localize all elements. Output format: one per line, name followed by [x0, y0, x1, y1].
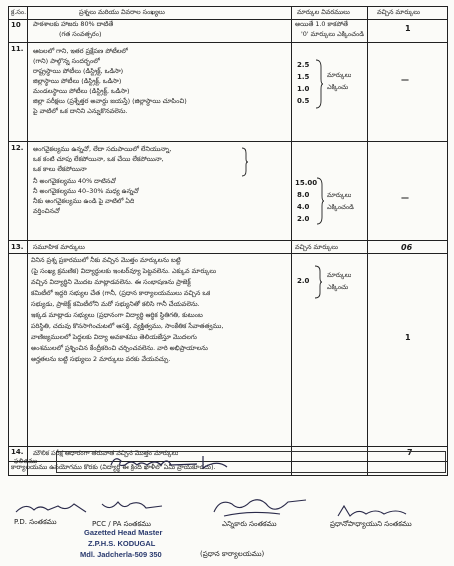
brace-icon — [313, 265, 323, 299]
marks-title: వచ్చిన మార్కులు — [295, 243, 338, 251]
question-line: నీ అంగవైకల్యము 40% దాటినచో — [33, 177, 117, 185]
question-line: అర్హతలను బట్టి సభ్యులు 2 మార్కులు వరకు వేయవచ్చు. — [31, 355, 171, 363]
question-line: (గత సంవత్సరం) — [59, 30, 102, 38]
question-line: జిల్లాస్థాయి పోటీలు (డిస్ట్రిక్ట్‌, ఒడిసా) — [33, 77, 122, 85]
question-line: వినిన ప్రశ్న ప్రకారములో నీకు వచ్చిన మొత్తం మార్కులను బట్టి — [31, 256, 181, 264]
row-number: 11. — [11, 45, 24, 53]
pcc-signature — [100, 496, 170, 516]
question-line: అంశములలో ప్రశ్నించిన కేంద్రీకరించి చర్చించవలెను. వారి అభిప్రాయాలను — [31, 344, 208, 352]
question-line: ఒక కాలు లేకపోయినా — [33, 165, 87, 173]
awarded-mark: — — [401, 75, 409, 84]
question-line: అంగవైకల్యము ఉన్నచో, లేదా సదుపాయిలో లేనియున్నా, — [33, 145, 172, 153]
marks-line: అయితే 1.0 కాకపోతే — [295, 20, 348, 28]
question-line: సభ్యుడు, ప్రాజెక్ట్ కమిటీలోని మరో సభ్యునితో కలిసి గానీ చేయవలెను. — [31, 300, 200, 308]
hm-signature-label: ప్రధానోపాధ్యాయుని సంతకము — [330, 520, 412, 528]
evaluation-table — [8, 6, 448, 476]
question-line: (గాని) పాల్గొన్న సందర్భంలో — [33, 57, 100, 65]
marks-note: ఎక్కించండి — [327, 203, 354, 211]
secretary-signature-label: ఎన్నికారు సంతకము — [222, 520, 277, 528]
row-divider — [9, 141, 447, 142]
marks-note: మార్కులు — [327, 191, 352, 199]
pd-signature-label: P.D. సంతకము — [14, 518, 57, 526]
header-sno: క్ర.సం. — [11, 8, 27, 16]
row-number: 13. — [11, 243, 24, 251]
marks-value: 2.0 — [297, 277, 310, 285]
stamp-line: Gazetted Head Master — [84, 528, 163, 537]
stamp-line: Z.P.H.S. KODUGAL — [88, 539, 156, 548]
brace-icon — [314, 59, 324, 109]
marks-value: 1.0 — [297, 85, 310, 93]
question-line: మండలస్థాయి పోటీలు (డిస్ట్రిక్ట్‌, ఒడిసా) — [33, 87, 130, 95]
question-line: ఇక్కడ మాట్లాడు సభ్యులు (ప్రధానంగా విద్యార్థి ఆర్థిక స్థితిగతి, కుటుంబ — [31, 311, 203, 319]
brace-icon — [241, 147, 249, 177]
question-line: పాఠశాలకు హాజరు 80% దాటితే — [33, 20, 114, 28]
question-line: ఒక కంటి చూపు లేకపోయినా, ఒక చేయి లేకపోయినా, — [33, 155, 164, 163]
result-box — [56, 451, 446, 473]
marks-note: ఎక్కించు — [327, 83, 349, 91]
awarded-mark: — — [401, 193, 409, 202]
row-number: 10 — [11, 21, 21, 29]
question-line: ఆటలలో గాని, ఇతర ప్రక్షేపణ పోటీలలో — [33, 47, 128, 55]
question-line: జిల్లా పరీక్షలు (ప్రశ్నేత్తర అవార్డు జయస్తే) (జిల్లాస్థాయి చూపించి) — [33, 97, 187, 105]
question-line: వాణిజ్యములలో పెద్దలకు విద్యా అవకాశము తెలియజేస్తూ మొదలగు — [31, 333, 197, 341]
marks-note: ఎక్కించు — [327, 283, 349, 291]
row-number: 12. — [11, 144, 24, 152]
row-divider — [9, 42, 447, 43]
question-line: కమిటీలో ఇద్దరి సభ్యుల చేత (గానీ, (ప్రధాన కార్యాలయములు వచ్చిన ఒక — [31, 289, 211, 297]
awarded-mark: 06 — [401, 243, 413, 252]
question-line: నీ అంగవైకల్యము 40–30% మధ్య ఉన్నచో — [33, 187, 140, 195]
marks-value: 1.5 — [297, 73, 310, 81]
awarded-mark: 1 — [405, 333, 411, 342]
result-label: ఫలితము — [14, 457, 38, 465]
question-line: మౌలిక పరీక్ష ఆధారంగా తరువాత వచ్చిన మొత్తం మార్కులు — [33, 449, 179, 457]
column-divider — [291, 7, 292, 475]
row-divider — [291, 253, 447, 254]
row-divider — [9, 240, 447, 241]
header-awarded: వచ్చిన మార్కులు — [377, 8, 420, 16]
question-line: పరిస్థితి, చదువు కొనసాగించుటలో ఆసక్తి, వ్యక్తిత్వము, సాంకేతిక సేవాతత్వము, — [31, 322, 224, 330]
row-divider — [9, 446, 447, 447]
marks-value: 4.0 — [297, 203, 310, 211]
question-title: సమూహిక మార్కులు — [33, 243, 85, 251]
question-line: రాష్ట్రస్థాయి పోటీలు (డిస్ట్రిక్ట్‌, ఒడిసా) — [33, 67, 124, 75]
marks-value: 2.0 — [297, 215, 310, 223]
hm-signature — [336, 504, 426, 520]
pd-signature — [14, 498, 94, 518]
brace-icon — [315, 177, 325, 225]
column-divider — [27, 7, 28, 475]
handwritten-signature — [107, 453, 267, 471]
marks-line: '0' మార్కులు ఎక్కించండి — [301, 30, 364, 38]
marks-note: మార్కులు — [327, 271, 352, 279]
footnote: కార్యాలయము ఉపయోగము కొరకు (విద్యార్థి ఈ క్రింది ఖాళీలో ఏమీ వ్రాయకూడదు). — [11, 463, 216, 471]
question-line: పై వాటిలో ఒక దానిని ఎన్నుకొనవలెను. — [33, 107, 128, 115]
column-divider — [367, 7, 368, 475]
pcc-signature-label: PCC / PA సంతకము — [92, 520, 151, 528]
marks-value: 2.5 — [297, 61, 310, 69]
question-line: (పై సంఖ్య క్రమణిక) విద్యార్థులకు ఇంటర్‌వ్యూ పెట్టవలెను. ఎక్కువ మార్కులు — [31, 267, 217, 275]
secretary-signature — [210, 494, 320, 520]
office-label: (ప్రధాన కార్యాలయము) — [200, 550, 265, 558]
question-line: వచ్చిన విద్యార్థిని మొదట మాట్లాడవలెను. ఈ సంభాషణను ప్రాజెక్ట్ — [31, 278, 191, 286]
header-question: ప్రశ్నలు మరియు వివరాల సంఖ్యలు — [79, 8, 165, 16]
header-marks: మార్కుల వివరములు — [297, 8, 350, 16]
marks-value: 15.00 — [295, 179, 318, 187]
row-number: 14. — [11, 448, 24, 456]
marks-note: మార్కులు — [327, 71, 352, 79]
question-line: వర్తించినచో — [33, 207, 61, 215]
stamp-line: Mdl. Jadcherla-509 350 — [80, 550, 162, 559]
marks-value: 0.5 — [297, 97, 310, 105]
awarded-mark: 1 — [405, 24, 411, 33]
marks-value: 8.0 — [297, 191, 310, 199]
awarded-mark: 7 — [407, 448, 413, 457]
question-line: నీకు అంగవైకల్యము ఉండి పై వాటిలో ఏది — [33, 197, 135, 205]
